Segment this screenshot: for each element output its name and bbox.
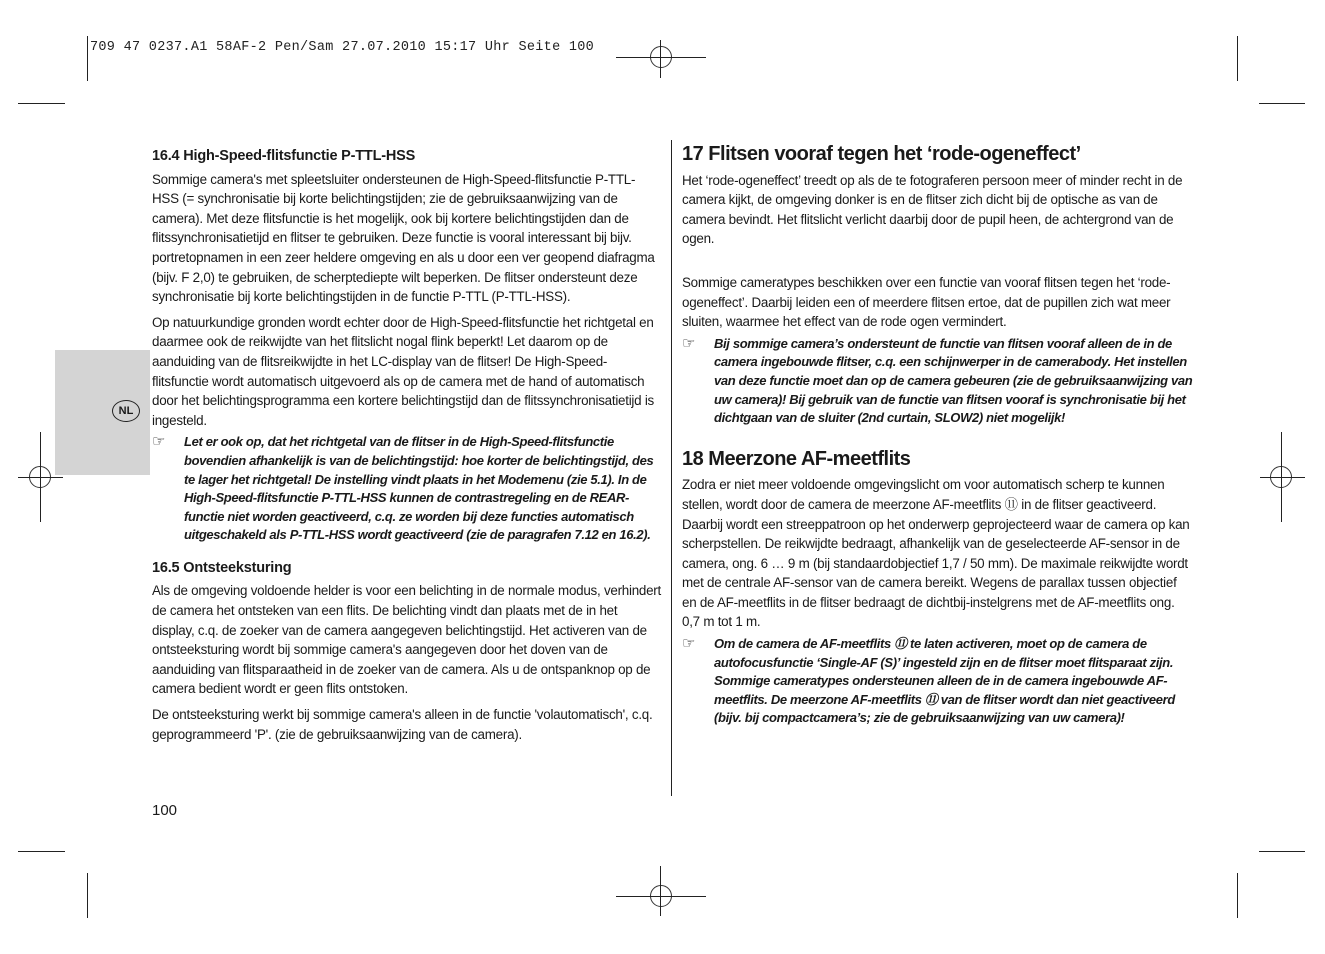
note-text: Let er ook op, dat het richtgetal van de flitser in de High-Speed-flitsfunctie bovendien afhankelijk is van de belichtingstijd: hoe korter de belichtingstijd, des te lager het richtgetal! De instelling vindt plaats in het Modemenu (zie 5.1). In de High-Speed-flitsfunctie P-TTL-HSS kunnen de contrastregeling en de REAR-functie niet worden geactiveerd, c.q. ze worden bij deze functies automatisch uitgeschakeld als P-TTL-HSS wordt geactiveerd (zie de paragrafen 7.12 en 16.2).: [184, 434, 654, 543]
registration-line-bottom-v: [660, 866, 661, 916]
note: [682, 335, 1194, 428]
paragraph: Zodra er niet meer voldoende omgevingslicht om voor automatisch scherp te kunnen stellen, wordt door de camera de meerzone AF-meetflits ⑪ in de flitser geactiveerd. Daarbij wordt een streeppatroon op het onderwerp geprojecteerd waar de camera op kan scherpstellen. De reikwijdte bedraagt, afhankelijk van de geselecteerde AF-sensor in de camera, ong. 6 … 9 m (bij standaardobjectief 1,7 / 50 mm). De maximale reikwijdte wordt met de centrale AF-sensor van de camera bereikt. Wegens de parallax tussen objectief en de AF-meetflits in de flitser bedraagt de dichtbij-instelgrens met de AF-meetflits ong. 0,7 m tot 1 m.: [682, 477, 1190, 630]
crop-mark-top-right-vertical: [1237, 36, 1238, 81]
section-heading-16-5: 16.5 Ontsteeksturing: [152, 559, 292, 576]
registration-line-left-v: [40, 432, 41, 522]
registration-line-bottom-h: [616, 896, 706, 897]
crop-mark-top-right: [1259, 103, 1305, 104]
section-heading-17: 17 Flitsen vooraf tegen het ‘rode-ogeneffect’: [682, 143, 1081, 165]
note: [152, 433, 662, 545]
note-text: Bij sommige camera’s ondersteunt de functie van flitsen vooraf alleen de in de camera ingebouwde flitser, c.q. een schijnwerper in de camerabody. Het instellen van deze functie moet dan op de camera gebeuren (zie de gebruiksaanwijzing van uw camera)! Bij gebruik van de functie van flitsen vooraf is synchronisatie bij het dichtgaan van de sluiter (2nd curtain, SLOW2) niet mogelijk!: [714, 335, 1193, 426]
paragraph: Op natuurkundige gronden wordt echter door de High-Speed-flitsfunctie het richtgetal en daarmee ook de reikwijdte van het flitslicht nogal flink beperkt! Let daarom op de aanduiding van de flitsreikwijdte in het LC-display van de flitser! De High-Speed-flitsfunctie wordt automatisch uitgevoerd als op de camera met de hand of automatisch door het belichtingsprogramma een kortere belichtingstijd dan de flitssynchronisatietijd is ingesteld.: [152, 314, 654, 428]
crop-mark-top-left: [18, 103, 65, 104]
pointing-hand-icon: ☞: [682, 635, 696, 653]
language-badge: NL: [112, 400, 140, 422]
crop-mark-bottom-left-vertical: [87, 873, 88, 918]
section-heading-16-4: 16.4 High-Speed-flitsfunctie P-TTL-HSS: [152, 148, 416, 164]
paragraph: Het ‘rode-ogeneffect’ treedt op als de te fotograferen persoon meer of minder recht in de camera kijkt, de omgeving donker is en de flitser zich dicht bij de optische as van de camera bevindt. Het flitslicht verlicht daarbij door de pupil heen, de achtergrond van de ogen.: [682, 172, 1183, 247]
crop-mark-bottom-left: [18, 851, 65, 852]
paragraph: De ontsteeksturing werkt bij sommige camera's alleen in de functie 'volautomatisch', c.q. geprogrammeerd 'P'. (zie de gebruiksaanwijzing van de camera).: [152, 707, 653, 742]
pointing-hand-icon: ☞: [152, 433, 166, 451]
right-column: [682, 145, 1194, 728]
column-divider: [671, 140, 672, 796]
print-slug: 709 47 0237.A1 58AF-2 Pen/Sam 27.07.2010 15:17 Uhr Seite 100: [90, 40, 595, 55]
paragraph: Als de omgeving voldoende helder is voor een belichting in de normale modus, verhindert de camera het ontsteken van een flits. De belichting vindt dan plaats met de in het display, c.q. de zoeker van de camera aangegeven belichtingstijd. Het activeren van de ontsteeksturing wordt bij sommige camera's aangegeven door het doven van de aanduiding van flitsparaatheid in de zoeker van de camera. Als u de ontspanknop op de camera bedient wordt er geen flits ontstoken.: [152, 583, 661, 697]
note-text: Om de camera de AF-meetflits ⑪ te laten activeren, moet op de camera de autofocusfunctie ‘Single-AF (S)’ ingesteld zijn en de flitser moet flitsparaat zijn. Sommige cameratypes ondersteunen alleen de in de camera ingebouwde AF-meetflits. De meerzone AF-meetflits ⑪ van de flitser wordt dan niet geactiveerd (bijv. bij compactcamera’s; zie de gebruiksaanwijzing van uw camera)!: [714, 636, 1175, 726]
paragraph: Sommige camera's met spleetsluiter ondersteunen de High-Speed-flitsfunctie P-TTL- HSS (= synchronisatie bij korte belichtingstijden; zie de gebruiksaanwijzing van de camera). Met deze flitsfunctie is het mogelijk, ook bij kortere belichtingstijden dan de flitssynchronisatietijd en flitser te gebruiken. Deze functie is vooral interessant bij bijv. portretopnamen in een zeer heldere omgeving en als u door een ver geopend diafragma (bijv. F 2,0) te gebruiken, de scherptediepte wilt beperken. De flitser ondersteunt deze synchronisatie bij korte belichtingstijden in de functie P-TTL (P-TTL-HSS).: [152, 171, 655, 305]
page-number: 100: [152, 802, 178, 819]
registration-line-right-v: [1281, 432, 1282, 522]
registration-line-right-h: [1260, 477, 1305, 478]
note: [682, 635, 1194, 728]
registration-line-top-v: [660, 40, 661, 78]
crop-mark-bottom-right-vertical: [1237, 873, 1238, 918]
crop-mark-top-left-vertical: [87, 36, 88, 81]
pointing-hand-icon: ☞: [682, 334, 696, 352]
section-heading-18: 18 Meerzone AF-meetflits: [682, 447, 911, 470]
paragraph: Sommige cameratypes beschikken over een functie van vooraf flitsen tegen het ‘rode-ogeneffect’. Daarbij leiden een of meerdere flitsen ertoe, dat de pupillen zich wat meer sluiten, waarmee het effect van de rode ogen vermindert.: [682, 274, 1171, 330]
registration-line-top-h: [616, 57, 706, 58]
crop-mark-bottom-right: [1259, 851, 1305, 852]
left-column: [152, 147, 662, 744]
